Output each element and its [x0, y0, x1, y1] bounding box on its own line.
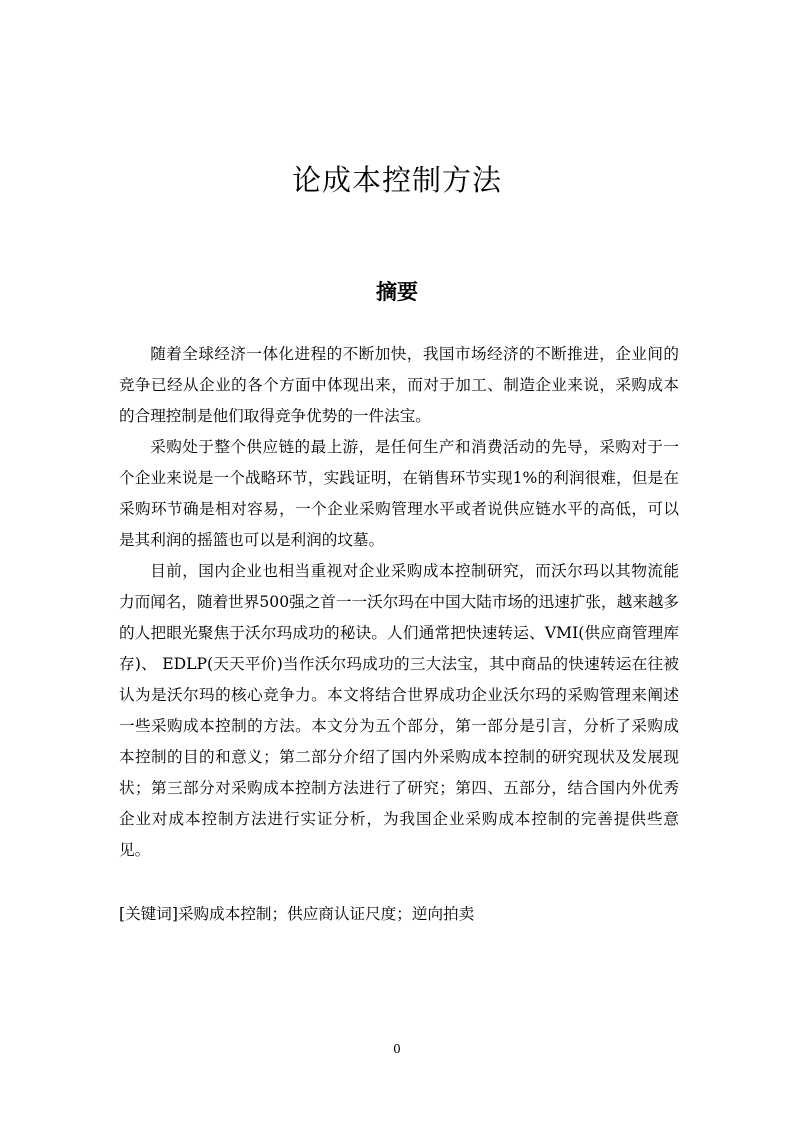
abstract-paragraph-1: 随着全球经济一体化进程的不断加快，我国市场经济的不断推进，企业间的竞争已经从企业的各个方面中体现出来，而对于加工、制造企业来说，采购成本的合理控制是他们取得竞争优势的一件法宝。 — [119, 345, 679, 425]
abstract-heading: 摘要 — [376, 280, 418, 304]
page-number: 0 — [393, 1042, 401, 1056]
keywords-text: 采购成本控制；供应商认证尺度；逆向拍卖 — [177, 905, 475, 923]
keywords-line — [119, 902, 679, 926]
keywords-label: [关键词] — [119, 905, 178, 923]
abstract-body — [119, 339, 679, 866]
abstract-paragraph-3: 目前，国内企业也相当重视对企业采购成本控制研究，而沃尔玛以其物流能力而闻名，随着世界500强之首一一沃尔玛在中国大陆市场的迅速扩张，越来越多的人把眼光聚焦于沃尔玛成功的秘诀。人们通常把快速转运、VMI(供应商管理库存)、 EDLP(天天平价)当作沃尔玛成功的三大法宝，其中商品的快速转运在往被认为是沃尔玛的核心竞争力。本文将结合世界成功企业沃尔玛的采购管理来阐述一些采购成本控制的方法。本文分为五个部分，第一部分是引言，分析了采购成本控制的目的和意义；第二部分介绍了国内外采购成本控制的研究现状及发展现状；第三部分对采购成本控制方法进行了研究；第四、五部分，结合国内外优秀企业对成本控制方法进行实证分析，为我国企业采购成本控制的完善提供些意见。 — [119, 562, 679, 859]
abstract-paragraph-2: 采购处于整个供应链的最上游，是任何生产和消费活动的先导，采购对于一个企业来说是一个战略环节，实践证明，在销售环节实现1%的利润很难，但是在采购环节确是相对容易，一个企业采购管理水平或者说供应链水平的高低，可以是其利润的摇篮也可以是利润的坟墓。 — [119, 438, 679, 549]
document-title: 论成本控制方法 — [291, 163, 502, 197]
